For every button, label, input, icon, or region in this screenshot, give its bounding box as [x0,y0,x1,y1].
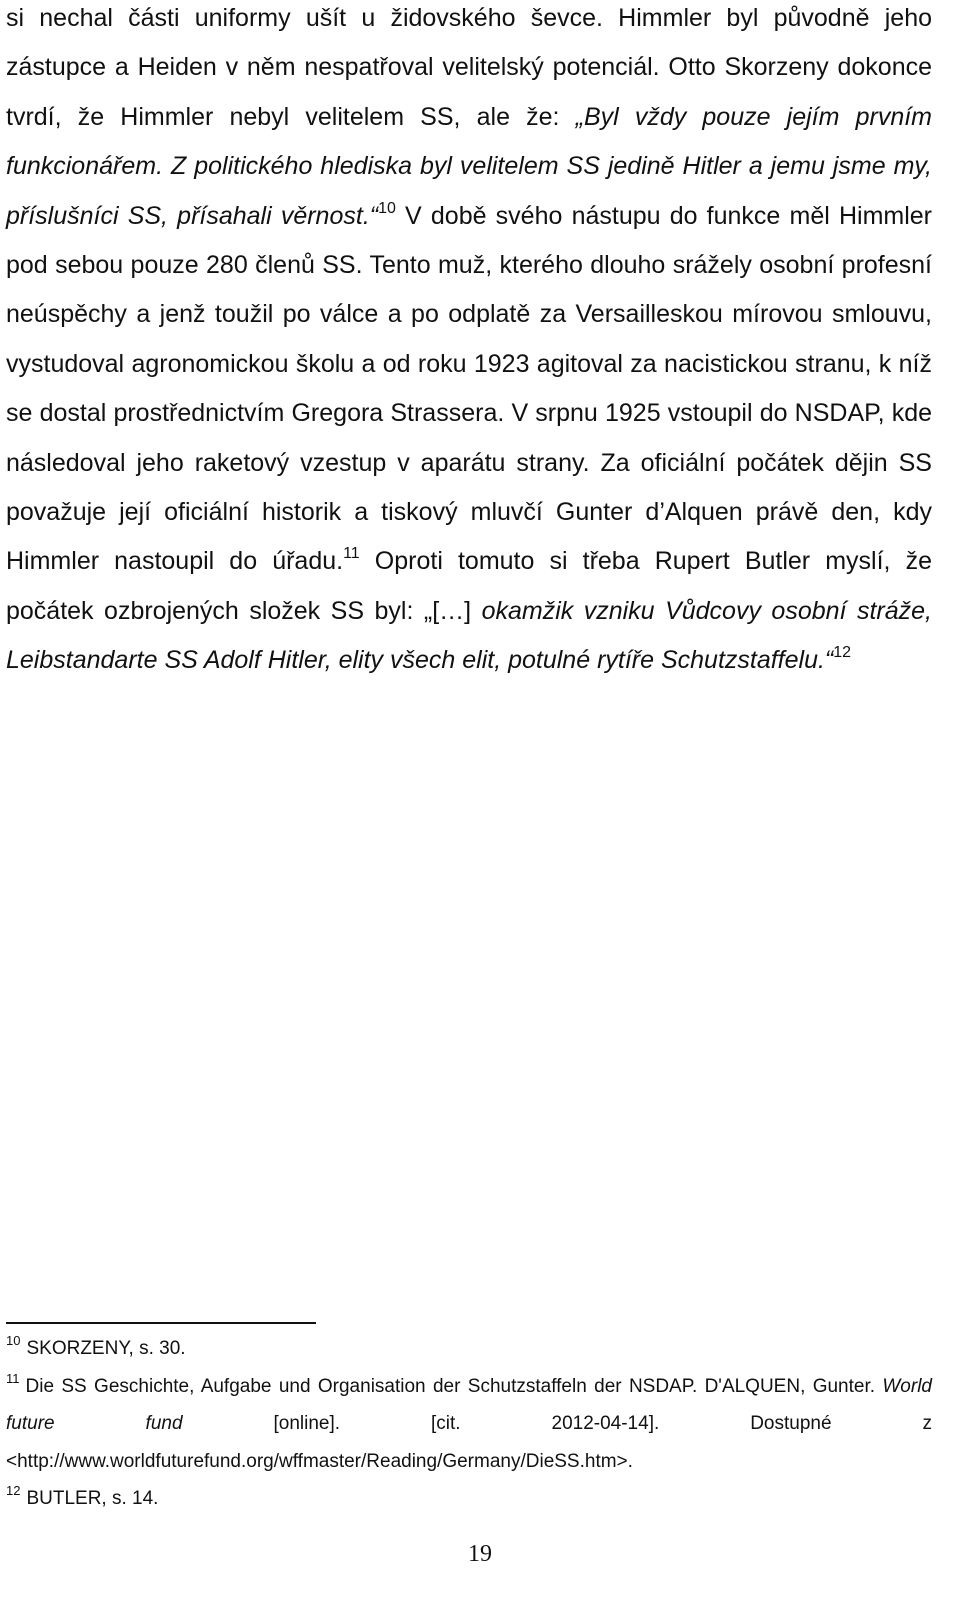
body-text-segment: Oproti tomuto si třeba Rupert Butler myslí, že počátek ozbrojených složek SS byl: „[…] [6,547,932,625]
footnote-number: 12 [6,1483,21,1498]
footnote-ref-11[interactable]: 11 [343,545,360,563]
footnote-separator [6,1322,316,1324]
footnote-ref-12[interactable]: 12 [833,644,852,662]
body-text-segment: V době svého nástupu do funkce měl Himmler pod sebou pouze 280 členů SS. Tento muž, kterého dlouho srážely osobní profesní neúspěchy a jenž toužil po válce a po odplatě za Versailleskou mírovou smlouvu, vystudoval agronomickou školu a od roku 1923 agitoval za nacistickou stranu, k níž se dostal prostřednictvím Gregora Strassera. V srpnu 1925 vstoupil do NSDAP, kde následoval jeho raketový vzestup v aparátu strany. Za oficiální počátek dějin SS považuje její oficiální historik a tiskový mluvčí Gunter d’Alquen právě den, kdy Himmler nastoupil do úřadu. [6,201,932,576]
footnote-source-title: World future fund [6,1375,932,1434]
footnote-10 [6,1330,932,1368]
footnote-text[interactable]: [online]. [cit. 2012-04-14]. Dostupné z <http://www.worldfuturefund.org/wffmaster/Reading/Germany/DieSS.htm>. [6,1413,932,1472]
page-number: 19 [468,1541,492,1567]
footnotes [6,1330,932,1518]
footnote-text: BUTLER, s. 14. [26,1488,159,1509]
quote-butler: okamžik vzniku Vůdcovy osobní stráže, Leibstandarte SS Adolf Hitler, elity všech elit, potulné rytíře Schutzstaffelu.“ [6,596,932,675]
footnote-12 [6,1480,932,1518]
footnote-number: 10 [6,1333,21,1348]
footnote-text: SKORZENY, s. 30. [26,1338,186,1359]
quote-skorzeny: „Byl vždy pouze jejím prvním funkcionářem. Z politického hlediska byl velitelem SS jedině Hitler a jemu jsme my, příslušníci SS, přísahali věrnost.“ [6,102,933,230]
footnote-ref-10[interactable]: 10 [378,199,396,217]
footnote-text: Die SS Geschichte, Aufgabe und Organisation der Schutzstaffeln der NSDAP. D'ALQUEN, Gunter. [25,1375,883,1397]
body-text-segment: si nechal části uniformy ušít u židovského ševce. Himmler byl původně jeho zástupce a Heiden v něm nespatřoval velitelský potenciál. Otto Skorzeny dokonce tvrdí, že Himmler nebyl velitelem SS, ale že: [6,4,932,131]
body-paragraph [6,0,932,686]
footnote-number: 11 [6,1370,20,1386]
footnote-11 [6,1368,932,1481]
